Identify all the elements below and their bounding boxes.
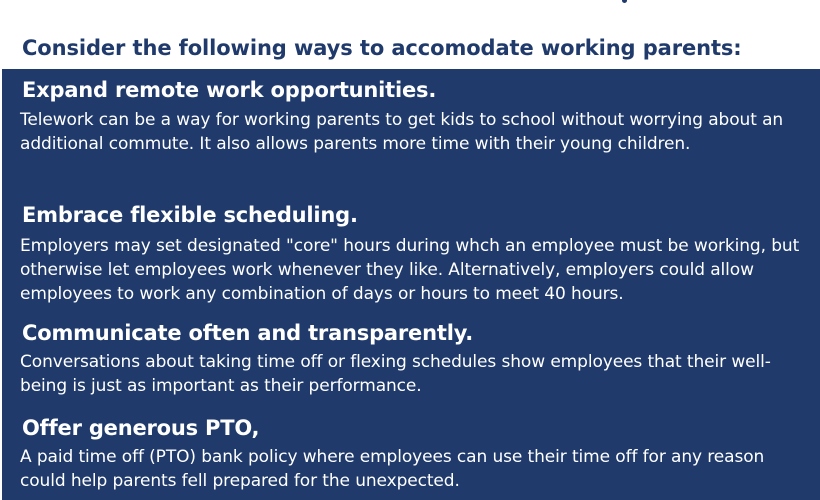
item-body-flexible-scheduling: Employers may set designated "core" hours during whch an employee must be working, but otherwise let employees work whenever they like. Alternatively, employers could allow employees to work any combination of days or hours to meet 40 hours.: [20, 236, 800, 304]
item-body-pto: A paid time off (PTO) bank policy where employees can use their time off for any reason could help parents fell prepared for the unexpected.: [20, 447, 765, 491]
item-title-pto: Offer generous PTO,: [22, 416, 260, 440]
item-title-communicate: Communicate often and transparently.: [22, 321, 474, 345]
item-title-remote-work: Expand remote work opportunities.: [22, 78, 437, 102]
item-body-communicate: Conversations about taking time off or flexing schedules show employees that their well-being is just as important as their performance.: [20, 352, 771, 396]
item-title-flexible-scheduling: Embrace flexible scheduling.: [22, 203, 358, 227]
decorative-dot: [622, 0, 627, 3]
page-heading: Consider the following ways to accomodate working parents:: [22, 36, 742, 60]
item-body-remote-work: Telework can be a way for working parents to get kids to school without worrying about an additional commute. It also allows parents more time with their young children.: [20, 110, 784, 154]
